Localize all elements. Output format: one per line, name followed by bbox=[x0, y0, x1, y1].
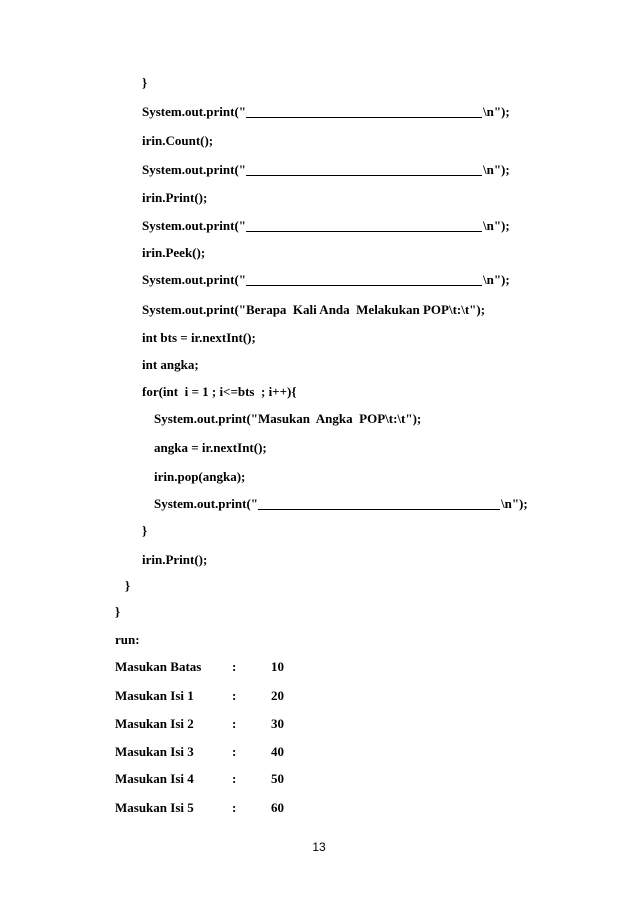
blank-underline bbox=[246, 273, 482, 286]
code-line: System.out.print(" \n"); bbox=[142, 272, 510, 287]
code-line: System.out.print(" \n"); bbox=[142, 218, 510, 233]
output-value: 10 bbox=[271, 659, 284, 674]
output-colon: : bbox=[232, 800, 237, 815]
code-line: irin.Print(); bbox=[142, 552, 208, 567]
code-line: System.out.print("Berapa Kali Anda Melakukan POP\t:\t"); bbox=[142, 302, 486, 317]
code-line: for(int i = 1 ; i<=bts ; i++){ bbox=[142, 384, 297, 399]
blank-underline bbox=[246, 219, 482, 232]
code-line: irin.Count(); bbox=[142, 133, 214, 148]
code-line: int bts = ir.nextInt(); bbox=[142, 330, 256, 345]
code-line: irin.Print(); bbox=[142, 190, 208, 205]
output-label: Masukan Isi 2 bbox=[115, 716, 194, 731]
code-line: System.out.print(" \n"); bbox=[142, 104, 510, 119]
code-line: angka = ir.nextInt(); bbox=[154, 440, 267, 455]
code-line: System.out.print(" \n"); bbox=[142, 162, 510, 177]
code-line: } bbox=[125, 578, 131, 593]
output-colon: : bbox=[232, 688, 237, 703]
code-line: irin.Peek(); bbox=[142, 245, 206, 260]
output-label: Masukan Batas bbox=[115, 659, 202, 674]
code-line: System.out.print(" \n"); bbox=[154, 496, 528, 511]
output-label: Masukan Isi 4 bbox=[115, 771, 194, 786]
code-line: int angka; bbox=[142, 357, 199, 372]
output-colon: : bbox=[232, 771, 237, 786]
output-colon: : bbox=[232, 744, 237, 759]
output-value: 50 bbox=[271, 771, 284, 786]
blank-underline bbox=[258, 497, 500, 510]
blank-underline bbox=[246, 105, 482, 118]
output-value: 40 bbox=[271, 744, 284, 759]
output-colon: : bbox=[232, 659, 237, 674]
code-line: System.out.print("Masukan Angka POP\t:\t"); bbox=[154, 411, 422, 426]
output-label: Masukan Isi 5 bbox=[115, 800, 194, 815]
code-line: } bbox=[142, 75, 148, 90]
code-line: irin.pop(angka); bbox=[154, 469, 246, 484]
code-line: } bbox=[115, 604, 121, 619]
code-line: } bbox=[142, 523, 148, 538]
output-value: 60 bbox=[271, 800, 284, 815]
page-number: 13 bbox=[312, 840, 326, 854]
output-colon: : bbox=[232, 716, 237, 731]
code-line: run: bbox=[115, 632, 140, 647]
output-label: Masukan Isi 3 bbox=[115, 744, 194, 759]
output-label: Masukan Isi 1 bbox=[115, 688, 194, 703]
blank-underline bbox=[246, 163, 482, 176]
output-value: 20 bbox=[271, 688, 284, 703]
output-value: 30 bbox=[271, 716, 284, 731]
